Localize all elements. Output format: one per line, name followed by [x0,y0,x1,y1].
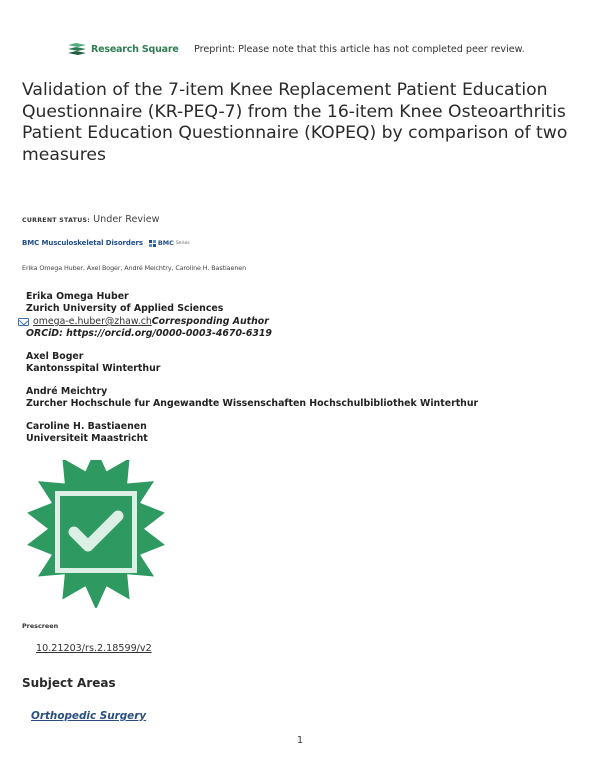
author-email-link[interactable]: omega-e.huber@zhaw.ch [33,316,152,327]
bmc-logo-text: BMC [157,239,174,247]
journal-row [22,239,190,247]
page-number: 1 [296,735,304,746]
check-badge-icon [22,460,170,608]
author-name: André Meichtry [26,386,108,397]
article-title: Validation of the 7-item Knee Replacement Patient Education Questionnaire (KR-PEQ-7) from the 16-item Knee Osteoarthritis Patient Education Questionnaire (KOPEQ) by comparison of two measures [22,80,568,165]
bmc-series-suffix: Series [175,240,190,246]
corresponding-author-label: Corresponding Author [151,316,269,327]
research-square-logo-icon [66,42,88,56]
current-status [22,214,159,225]
author-affiliation: Universiteit Maastricht [26,433,148,444]
preprint-notice: Preprint: Please note that this article has not completed peer review. [194,44,525,55]
logo-text: Research Square [91,43,179,55]
author-name: Caroline H. Bastiaenen [26,421,147,432]
subject-area-link[interactable]: Orthopedic Surgery [31,710,147,722]
author-name: Axel Boger [26,351,84,362]
journal-name[interactable]: BMC Musculoskeletal Disorders [22,239,143,247]
prescreen-label: Prescreen [22,622,59,630]
status-value: Under Review [93,214,160,225]
prescreen-badge [22,460,170,612]
author-name: Erika Omega Huber [26,291,129,302]
subject-areas-heading: Subject Areas [22,676,116,690]
author-orcid[interactable]: ORCiD: https://orcid.org/0000-0003-4670-6319 [26,328,272,339]
author-affiliation: Zurich University of Applied Sciences [26,303,224,314]
status-label: CURRENT STATUS: [22,217,91,224]
author-affiliation: Kantonsspital Winterthur [26,363,161,374]
research-square-logo[interactable] [66,42,179,56]
doi-link[interactable]: 10.21203/rs.2.18599/v2 [36,643,152,654]
bmc-series-logo [149,239,190,247]
envelope-icon [18,318,29,326]
authors-line: Erika Omega Huber, Axel Boger, André Meichtry, Caroline H. Bastiaenen [22,264,247,272]
author-affiliation: Zurcher Hochschule fur Angewandte Wissenschaften Hochschulbibliothek Winterthur [26,398,479,409]
email-row [18,316,269,327]
bmc-logo-icon [149,240,156,247]
